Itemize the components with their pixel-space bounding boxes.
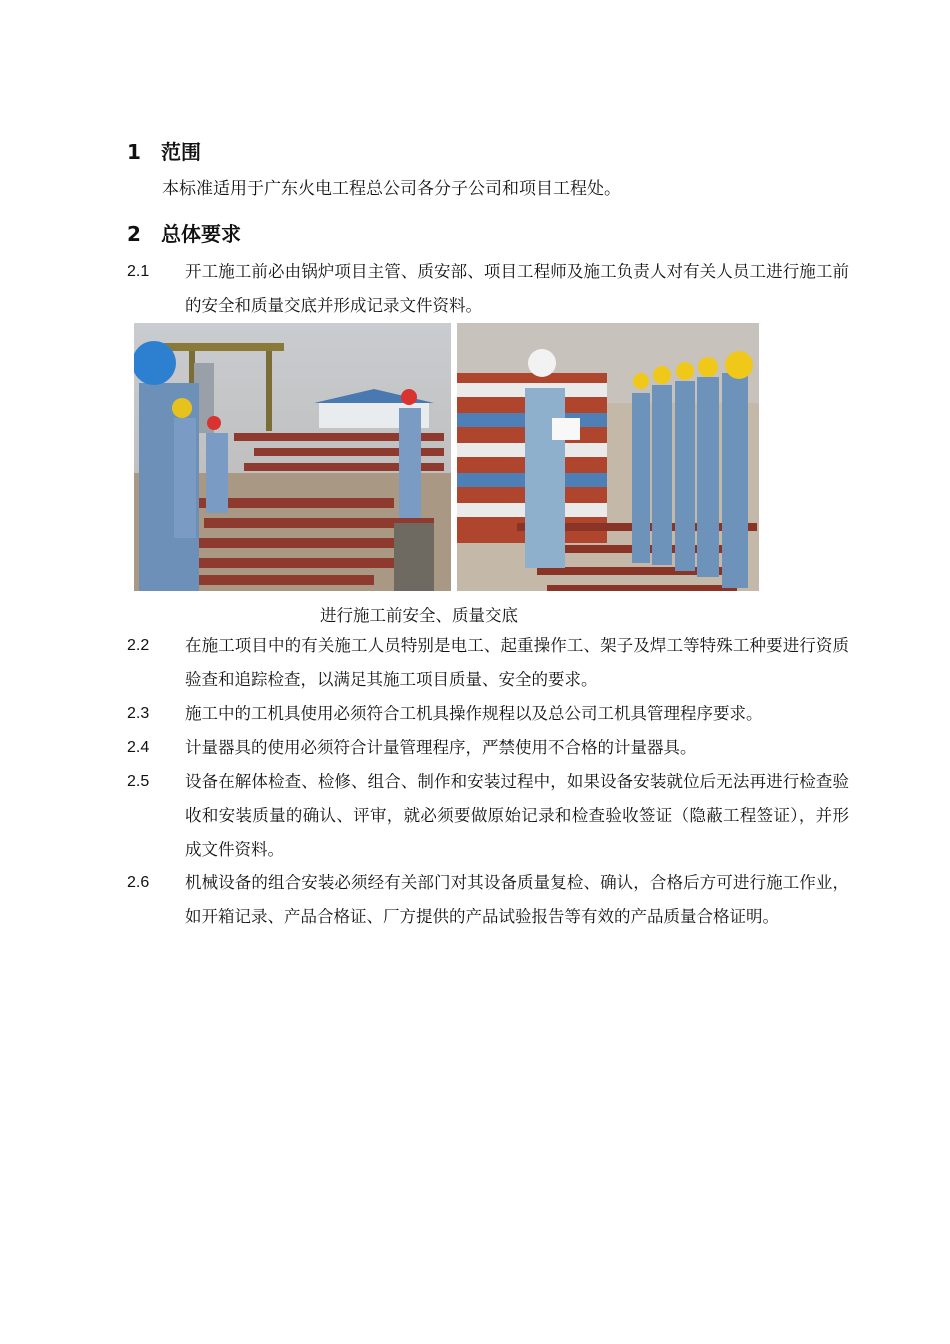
item-text: 计量器具的使用必须符合计量管理程序，严禁使用不合格的计量器具。 bbox=[185, 738, 697, 757]
section-heading-general bbox=[127, 218, 241, 247]
section-number: 1 bbox=[127, 140, 141, 164]
photo-caption: 进行施工前安全、质量交底 bbox=[320, 606, 518, 625]
list-item bbox=[127, 629, 849, 697]
item-text: 在施工项目中的有关施工人员特别是电工、起重操作工、架子及焊工等特殊工种要进行资质验查和追踪检查，以满足其施工项目质量、安全的要求。 bbox=[185, 636, 849, 689]
section-number: 2 bbox=[127, 222, 141, 246]
item-number: 2.2 bbox=[127, 637, 150, 654]
item-text: 施工中的工机具使用必须符合工机具操作规程以及总公司工机具管理程序要求。 bbox=[185, 704, 763, 723]
list-item bbox=[127, 866, 849, 934]
section-heading-scope bbox=[127, 136, 201, 165]
item-number: 2.1 bbox=[127, 263, 150, 280]
scope-paragraph: 本标准适用于广东火电工程总公司各分子公司和项目工程处。 bbox=[162, 179, 621, 199]
list-item bbox=[127, 255, 849, 323]
item-text: 开工施工前必由锅炉项目主管、质安部、项目工程师及施工负责人对有关人员工进行施工前的安全和质量交底并形成记录文件资料。 bbox=[185, 262, 849, 315]
list-item bbox=[127, 697, 849, 731]
section-title: 范围 bbox=[161, 140, 201, 164]
site-briefing-photo-left bbox=[134, 323, 451, 591]
item-number: 2.6 bbox=[127, 874, 150, 891]
section-title: 总体要求 bbox=[161, 222, 241, 246]
site-briefing-photo-right bbox=[457, 323, 759, 591]
list-item bbox=[127, 765, 849, 867]
item-text: 设备在解体检查、检修、组合、制作和安装过程中，如果设备安装就位后无法再进行检查验收和安装质量的确认、评审，就必须要做原始记录和检查验收签证（隐蔽工程签证），并形成文件资料。 bbox=[185, 772, 849, 859]
item-number: 2.5 bbox=[127, 773, 150, 790]
item-number: 2.4 bbox=[127, 739, 150, 756]
list-item bbox=[127, 731, 849, 765]
item-text: 机械设备的组合安装必须经有关部门对其设备质量复检、确认，合格后方可进行施工作业，如开箱记录、产品合格证、厂方提供的产品试验报告等有效的产品质量合格证明。 bbox=[185, 873, 849, 926]
item-number: 2.3 bbox=[127, 705, 150, 722]
